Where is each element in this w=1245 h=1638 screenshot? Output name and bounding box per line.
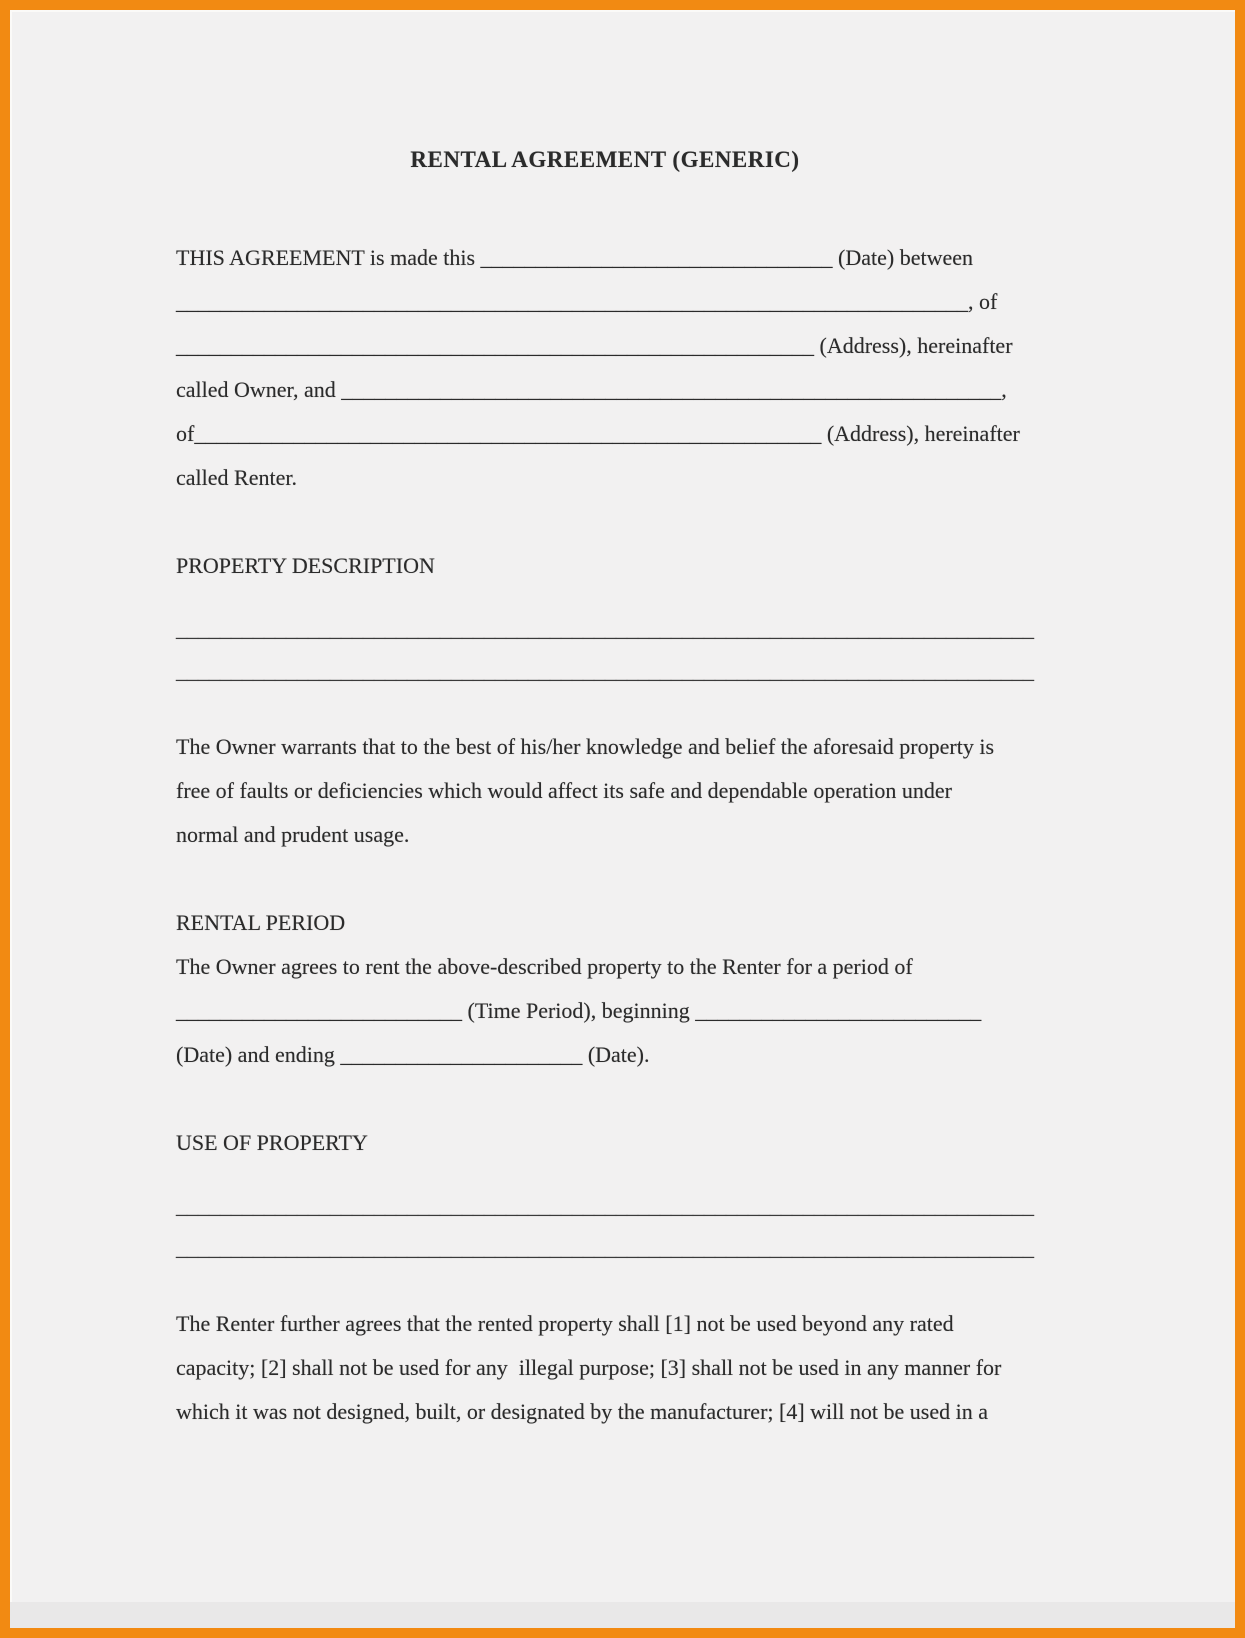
blank-line: ______________________________________________________________________________ — [176, 1235, 1034, 1260]
page-bottom-shade — [10, 1602, 1235, 1628]
section-heading: PROPERTY DESCRIPTION — [176, 553, 435, 578]
text-line: __________________________________________________________ (Address), hereinafter — [176, 333, 1013, 358]
text-line: free of faults or deficiencies which would affect its safe and dependable operation under — [176, 778, 952, 803]
text-line: capacity; [2] shall not be used for any illegal purpose; [3] shall not be used in any manner for — [176, 1355, 1002, 1380]
blank-line: ______________________________________________________________________________ — [176, 1193, 1034, 1218]
text-line: THIS AGREEMENT is made this ________________________________ (Date) between — [176, 245, 974, 270]
text-line: ________________________________________________________________________, of — [176, 289, 998, 314]
text-line: of_________________________________________________________ (Address), hereinafter — [176, 421, 1020, 446]
paragraph — [176, 236, 1056, 500]
text-line: called Owner, and ____________________________________________________________, — [176, 377, 1007, 402]
text-line: which it was not designed, built, or designated by the manufacturer; [4] will not be used in a — [176, 1399, 988, 1424]
text-line: (Date) and ending ______________________ (Date). — [176, 1042, 650, 1067]
text-line: normal and prudent usage. — [176, 822, 410, 847]
blank-line: ______________________________________________________________________________ — [176, 616, 1034, 641]
document-title: RENTAL AGREEMENT (GENERIC) — [410, 147, 800, 172]
paragraph — [176, 725, 1056, 857]
text-line: The Owner agrees to rent the above-described property to the Renter for a period of — [176, 954, 913, 979]
text-line: The Owner warrants that to the best of his/her knowledge and belief the aforesaid property is — [176, 734, 995, 759]
text-line: The Renter further agrees that the rented property shall [1] not be used beyond any rated — [176, 1311, 954, 1336]
fill-in-lines — [176, 608, 1056, 692]
text-line: __________________________ (Time Period), beginning __________________________ — [176, 998, 982, 1023]
fill-in-lines — [176, 1185, 1056, 1269]
document-content — [176, 138, 1056, 1434]
paragraph — [176, 945, 1056, 1077]
section-heading: USE OF PROPERTY — [176, 1130, 368, 1155]
text-line: called Renter. — [176, 465, 297, 490]
paragraph — [176, 1302, 1056, 1434]
section-heading: RENTAL PERIOD — [176, 910, 346, 935]
blank-line: ______________________________________________________________________________ — [176, 658, 1034, 683]
